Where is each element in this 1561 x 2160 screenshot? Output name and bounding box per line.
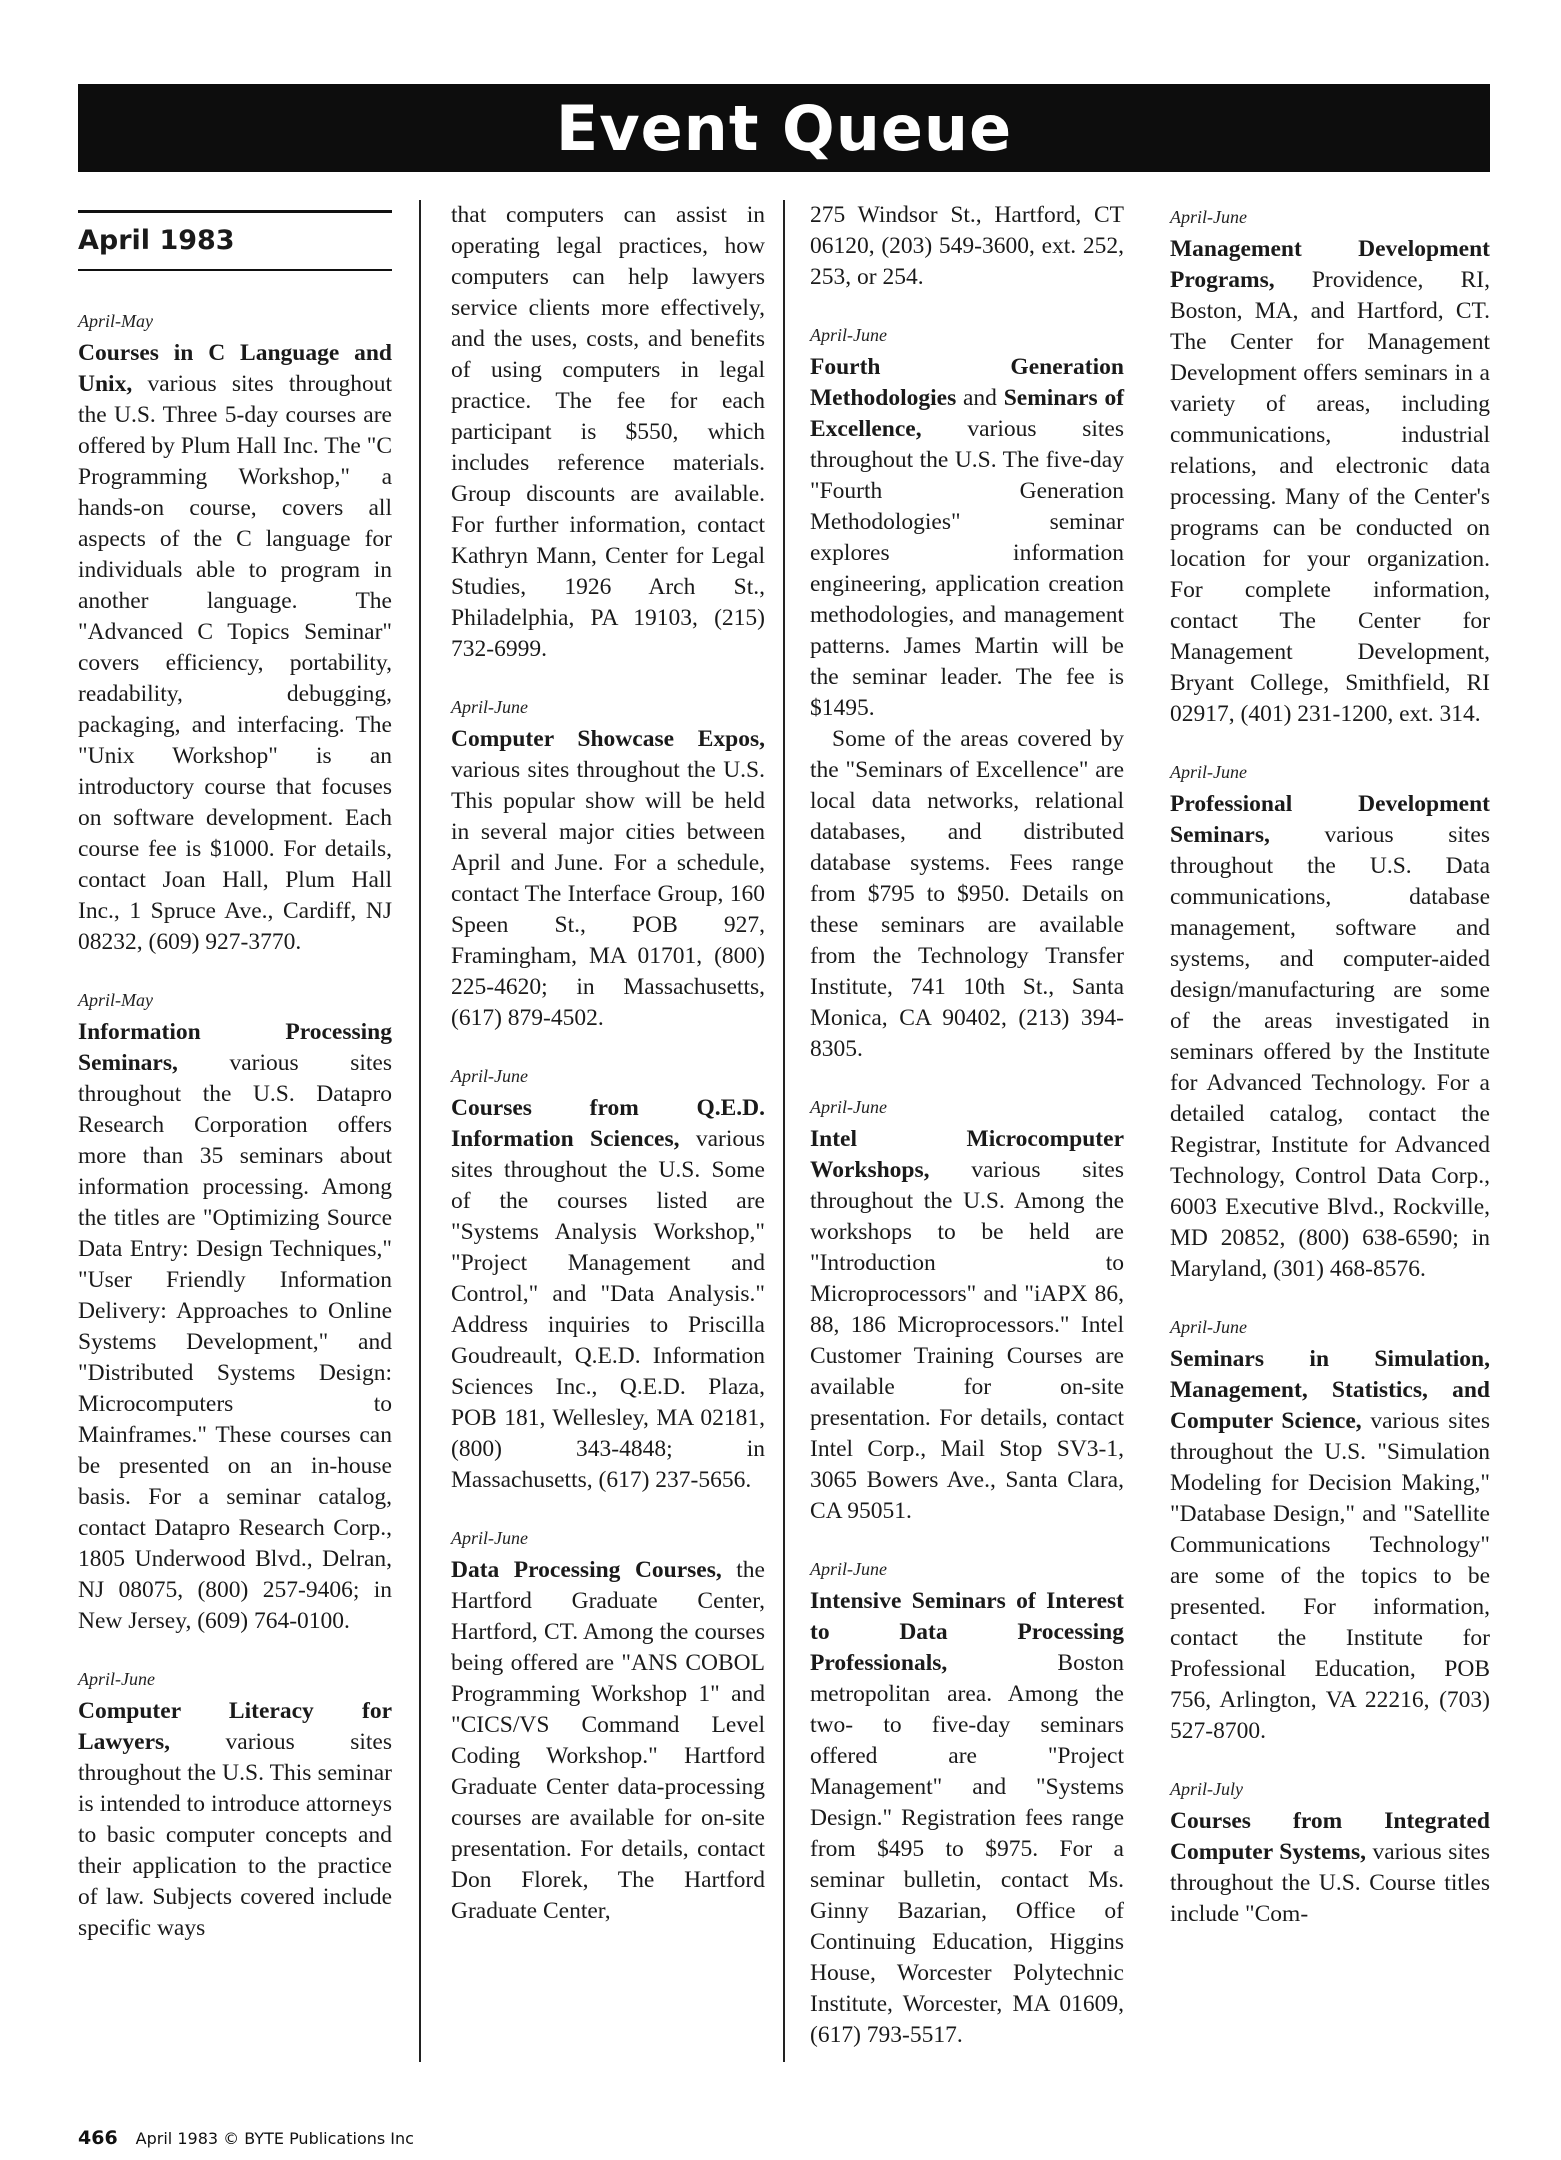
event-description: Providence, RI, Boston, MA, and Hartford, CT. The Center for Management Development offers seminars in a variety of areas, including communications, industrial relations, and electronic data processing. Many of the Center's programs can be conducted on location for your organization. For complete information, contact The Center for Management Development, Bryant College, Smithfield, RI 02917, (401) 231-1200, ext. 314. [1170, 267, 1491, 727]
event-name: Courses from Integrated Computer Systems, [1170, 1808, 1490, 1865]
event-dates: April-July [1170, 1779, 1243, 1799]
event-dates: April-June [451, 1066, 528, 1086]
event-entry [1170, 1777, 1490, 1930]
event-dates: April-June [1170, 207, 1247, 227]
event-dates: April-June [451, 697, 528, 717]
event-entry [78, 309, 392, 958]
event-dates: April-May [78, 990, 153, 1010]
event-name: Intensive Seminars of Interest to Data Processing Professionals, [810, 1588, 1124, 1676]
event-name: Computer Showcase Expos, [451, 726, 765, 752]
event-dates: April-June [810, 1097, 887, 1117]
event-dates: April-June [810, 1559, 887, 1579]
section-title: Event Queue [555, 91, 1013, 165]
event-name: Fourth Generation Methodologies [810, 354, 1124, 411]
column-divider [419, 200, 421, 2062]
event-name: Information Processing Seminars, [78, 1019, 392, 1076]
event-connector: and [962, 385, 997, 411]
event-name: Intel Microcomputer Workshops, [810, 1126, 1124, 1183]
event-description: various sites throughout the U.S. The five-day "Fourth Generation Methodologies" seminar explores information engineering, application creation methodologies, and management patterns. James Martin will be the seminar leader. The fee is $1495. [810, 416, 1124, 721]
event-name: Data Processing Courses, [451, 1557, 722, 1583]
continued-text: that computers can assist in operating legal practices, how computers can help lawyers service clients more effectively, and the uses, costs, and benefits of using computers in legal practice. The fee for each participant is $550, which includes reference materials. Group discounts are available. For further information, contact Kathryn Mann, Center for Legal Studies, 1926 Arch St., Philadelphia, PA 19103, (215) 732-6999. [451, 202, 765, 662]
event-name: Courses in C Language and Unix, [78, 340, 392, 397]
event-dates: April-June [78, 1669, 155, 1689]
event-entry [1170, 1315, 1490, 1747]
event-description: various sites throughout the U.S. Among the workshops to be held are "Introduction to Microprocessors" and "iAPX 86, 88, 186 Microprocessors." Intel Customer Training Courses are available for on-site presentation. For details, contact Intel Corp., Mail Stop SV3-1, 3065 Bowers Ave., Santa Clara, CA 95051. [810, 1157, 1124, 1524]
event-name: Seminars in Simulation, Management, Statistics, and Computer Science, [1170, 1346, 1490, 1434]
event-name-secondary: Seminars of Excellence, [810, 385, 1125, 442]
continued-text: 275 Windsor St., Hartford, CT 06120, (203) 549-3600, ext. 252, 253, or 254. [810, 202, 1124, 290]
event-name: Computer Literacy for Lawyers, [78, 1698, 392, 1755]
event-description: various sites throughout the U.S. This popular show will be held in several major cities between April and June. For a schedule, contact The Interface Group, 160 Speen St., POB 927, Framingham, MA 01701, (800) 225-4620; in Massachusetts, (617) 879-4502. [451, 757, 765, 1031]
event-entry [78, 988, 392, 1637]
event-entry [810, 1557, 1124, 2051]
event-dates: April-May [78, 311, 153, 331]
event-entry [1170, 205, 1490, 730]
month-heading: April 1983 [78, 210, 392, 271]
column-divider [783, 200, 785, 2062]
event-description-continued: Some of the areas covered by the "Seminars of Excellence" are local data networks, relational databases, and distributed database systems. Fees range from $795 to $950. Details on these seminars are available from the Technology Transfer Institute, 741 10th St., Santa Monica, CA 90402, (213) 394-8305. [810, 726, 1124, 1062]
page-footer [78, 2127, 414, 2149]
page-number: 466 [78, 2127, 118, 2149]
event-dates: April-June [810, 325, 887, 345]
event-name: Management Development Programs, [1170, 236, 1490, 293]
publication-credit: April 1983 © BYTE Publications Inc [135, 2129, 414, 2148]
event-description: various sites throughout the U.S. Course titles include "Com- [1170, 1839, 1491, 1927]
event-entry [451, 1064, 765, 1496]
column-2 [451, 200, 765, 1957]
event-description: various sites throughout the U.S. "Simulation Modeling for Decision Making," "Database Design," and "Satellite Communications Technology" are some of the topics to be presented. For information, contact the Institute for Professional Education, POB 756, Arlington, VA 22216, (703) 527-8700. [1170, 1408, 1490, 1744]
event-description: various sites throughout the U.S. This seminar is intended to introduce attorneys to basic computer concepts and their application to the practice of law. Subjects covered include specific ways [78, 1729, 392, 1941]
event-entry [810, 1095, 1124, 1527]
event-entry [451, 1526, 765, 1927]
column-1 [78, 200, 392, 1974]
event-entry [810, 323, 1124, 1065]
event-description: various sites throughout the U.S. Data communications, database management, software and systems, and computer-aided design/manufacturing are some of the areas investigated in seminars offered by the Institute for Advanced Technology. For a detailed catalog, contact the Registrar, Institute for Advanced Technology, Control Data Corp., 6003 Executive Blvd., Rockville, MD 20852, (800) 638-6590; in Maryland, (301) 468-8576. [1170, 822, 1490, 1282]
event-dates: April-June [1170, 1317, 1247, 1337]
event-entry [78, 1667, 392, 1944]
event-name: Professional Development Seminars, [1170, 791, 1490, 848]
event-dates: April-June [1170, 762, 1247, 782]
column-3 [810, 200, 1124, 2081]
event-description: various sites throughout the U.S. Some of the courses listed are "Systems Analysis Workshop," "Project Management and Control," and "Data Analysis." Address inquiries to Priscilla Goudreault, Q.E.D. Information Sciences Inc., Q.E.D. Plaza, POB 181, Wellesley, MA 02181, (800) 343-4848; in Massachusetts, (617) 237-5656. [451, 1126, 765, 1493]
event-queue-banner [78, 84, 1490, 172]
event-dates: April-June [451, 1528, 528, 1548]
event-entry [1170, 760, 1490, 1285]
event-name: Courses from Q.E.D. Information Sciences, [451, 1095, 765, 1152]
event-entry [451, 695, 765, 1034]
column-4 [1170, 205, 1490, 1960]
event-description: various sites throughout the U.S. Datapro Research Corporation offers more than 35 seminars about information processing. Among the titles are "Optimizing Source Data Entry: Design Techniques," "User Friendly Information Delivery: Approaches to Online Systems Development," and "Distributed Systems Design: Microcomputers to Mainframes." These courses can be presented on an in-house basis. For a seminar catalog, contact Datapro Research Corp., 1805 Underwood Blvd., Delran, NJ 08075, (800) 257-9406; in New Jersey, (609) 764-0100. [78, 1050, 392, 1634]
event-description: the Hartford Graduate Center, Hartford, CT. Among the courses being offered are "ANS COBOL Programming Workshop 1" and "CICS/VS Command Level Coding Workshop." Hartford Graduate Center data-processing courses are available for on-site presentation. For details, contact Don Florek, The Hartford Graduate Center, [451, 1557, 765, 1924]
event-description: Boston metropolitan area. Among the two- to five-day seminars offered are "Project Management" and "Systems Design." Registration fees range from $495 to $975. For a seminar bulletin, contact Ms. Ginny Bazarian, Office of Continuing Education, Higgins House, Worcester Polytechnic Institute, Worcester, MA 01609, (617) 793-5517. [810, 1650, 1124, 2048]
event-description: various sites throughout the U.S. Three 5-day courses are offered by Plum Hall Inc. The "C Programming Workshop," a hands-on course, covers all aspects of the C language for individuals able to program in another language. The "Advanced C Topics Seminar" covers efficiency, portability, readability, debugging, packaging, and interfacing. The "Unix Workshop" is an introductory course that focuses on software development. Each course fee is $1000. For details, contact Joan Hall, Plum Hall Inc., 1 Spruce Ave., Cardiff, NJ 08232, (609) 927-3770. [78, 371, 392, 955]
